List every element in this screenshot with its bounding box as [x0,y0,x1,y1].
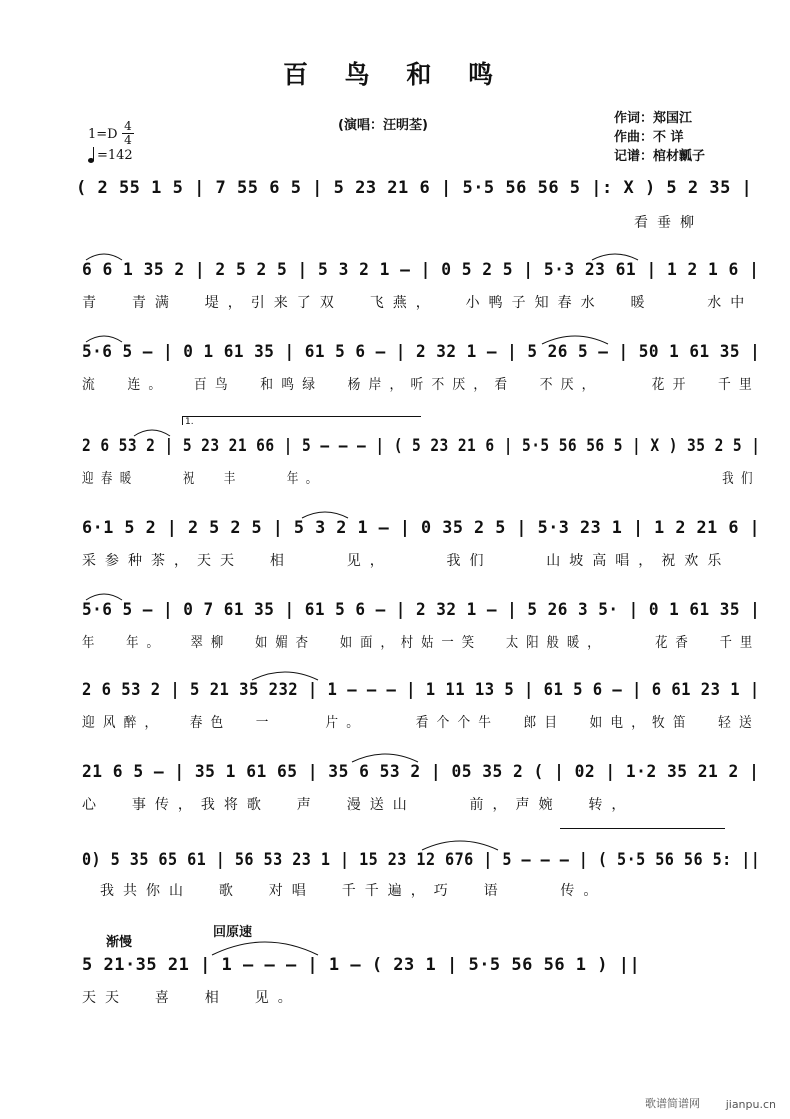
tempo-value: =142 [97,148,133,163]
meter-top: 4 [124,119,132,133]
volta-label: 1. [185,417,194,427]
lyric-line: 年 年。 翠柳 如媚杏 如面，村姑一笑 太阳般暖， 花香 千里 [82,635,761,651]
lyric-line: 青 青满 堤，引来了双 飞燕， 小鸭子知春水 暖 水中 [82,295,754,311]
singer-credit: (演唱：汪明荃) [338,118,428,133]
lyric-line: 看垂柳 [634,215,703,231]
notation-line: 5·6 5 — | 0 1 61 35 | 61 5 6 — | 2 32 1 — | 5 26 5 — | 50 1 61 35 | [82,342,761,362]
notation-line: 6·1 5 2 | 2 5 2 5 | 5 3 2 1 — | 0 35 2 5 | 5·3 23 1 | 1 2 21 6 | [82,518,761,538]
song-title: 百 鸟 和 鸣 [282,60,508,89]
notation-line: 5 21·35 21 | 1 — — — | 1 — ( 23 1 | 5·5 56 56 1 ) || [82,955,641,975]
composer-credit: 作曲：不 详 [614,130,684,145]
a-tempo-marking: 回原速 [213,925,253,940]
meter-bottom: 4 [124,133,132,147]
site-url[interactable]: jianpu.cn [725,1098,776,1111]
site-name: 歌谱简谱网 [645,1097,700,1110]
volta-bracket [182,416,421,425]
lyric-line: 采参种茶，天天 相 见， 我们 山坡高唱，祝欢乐 [82,553,731,569]
tempo-marking [88,148,133,163]
lyric-line: 我共你山 歌 对唱 千千遍，巧 语 传。 [100,883,607,899]
lyric-line: 迎风醉， 春色 一 片。 看个个牛 郎目 如电，牧笛 轻送 [82,715,760,731]
notation-line: 6 6 1 35 2 | 2 5 2 5 | 5 3 2 1 — | 0 5 2 5 | 5·3 23 61 | 1 2 1 6 | [82,260,760,280]
slur-mark [210,935,320,957]
lyric-line: 迎春暖 祝 丰 年。 我们 [82,471,760,487]
lyricist-credit: 作词：郑国江 [614,111,693,126]
repeat-bracket [560,828,725,837]
notation-line: 0) 5 35 65 61 | 56 53 23 1 | 15 23 12 676 | 5 — — — | ( 5·5 56 56 5: || [82,850,761,870]
notation-line: 21 6 5 — | 35 1 61 65 | 35 6 53 2 | 05 35 2 ( | 02 | 1·2 35 21 2 | [82,762,760,782]
notation-line: ( 2 55 1 5 | 7 55 6 5 | 5 23 21 6 | 5·5 56 56 5 |: X ) 5 2 35 | [76,178,753,198]
credits-block [614,109,705,166]
notation-line: 2 6 53 2 | 5 21 35 232 | 1 — — — | 1 11 13 5 | 61 5 6 — | 6 61 23 1 | [82,680,760,700]
lyric-line: 心 事传，我将歌 声 漫送山 前，声婉 转， [82,797,635,813]
time-signature [122,120,134,147]
key-signature: 1=D [88,127,118,142]
lyric-line: 天天 喜 相 见。 [82,990,301,1006]
quarter-note-icon [88,158,94,163]
transcriber-credit: 记谱：棺材瓤子 [614,149,706,164]
notation-line: 5·6 5 — | 0 7 61 35 | 61 5 6 — | 2 32 1 — | 5 26 3 5· | 0 1 61 35 | [82,600,761,620]
lyric-line: 流 连。 百鸟 和鸣绿 杨岸，听不厌，看 不厌， 花开 千里 [82,377,760,393]
notation-line: 2 6 53 2 | 5 23 21 66 | 5 — — — | ( 5 23 21 6 | 5·5 56 56 5 | X ) 35 2 5 | [82,436,761,456]
ritardando-marking: 渐慢 [106,935,133,950]
